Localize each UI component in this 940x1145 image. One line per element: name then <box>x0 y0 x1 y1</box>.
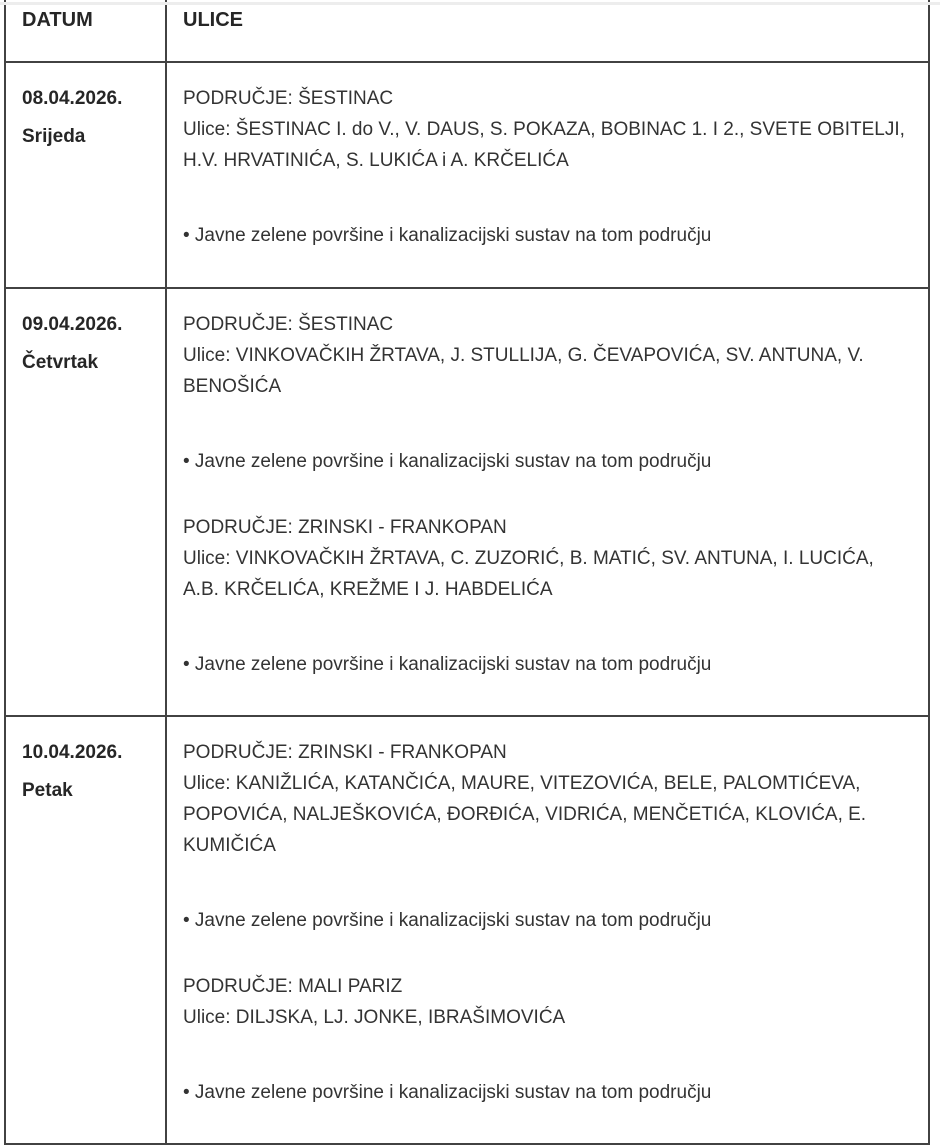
day-text: Četvrtak <box>22 352 99 373</box>
streets-text: Ulice: KANIŽLIĆA, KATANČIĆA, MAURE, VITEZOVIĆA, BELE, PALOMTIĆEVA, POPOVIĆA, NALJEŠKOVIĆA, ĐORĐIĆA, VIDRIĆA, MENČETIĆA, KLOVIĆA, E. KUMIČIĆA <box>183 773 867 856</box>
streets-cell <box>166 716 929 1144</box>
table-header <box>5 0 929 62</box>
table-row <box>5 288 929 716</box>
note-text: • Javne zelene površine i kanalizacijski sustav na tom području <box>183 654 712 675</box>
date-text: 09.04.2026. <box>22 314 123 335</box>
page-top-divider <box>0 2 940 5</box>
header-cell-ulice: ULICE <box>166 0 929 62</box>
area-section <box>183 971 912 1108</box>
day-text: Srijeda <box>22 126 86 147</box>
note-text: • Javne zelene površine i kanalizacijski sustav na tom području <box>183 225 712 246</box>
table-row <box>5 716 929 1144</box>
date-cell <box>5 62 166 288</box>
day-text: Petak <box>22 780 73 801</box>
date-cell <box>5 716 166 1144</box>
streets-cell <box>166 288 929 716</box>
date-text: 08.04.2026. <box>22 88 123 109</box>
streets-cell <box>166 62 929 288</box>
date-text: 10.04.2026. <box>22 742 123 763</box>
note-text: • Javne zelene površine i kanalizacijski sustav na tom području <box>183 910 712 931</box>
area-label: PODRUČJE: MALI PARIZ <box>183 976 403 997</box>
area-section <box>183 83 912 251</box>
area-label: PODRUČJE: ŠESTINAC <box>183 314 394 335</box>
area-label: PODRUČJE: ŠESTINAC <box>183 88 394 109</box>
date-cell <box>5 288 166 716</box>
street-cleaning-schedule-table <box>4 0 930 1145</box>
area-label: PODRUČJE: ZRINSKI - FRANKOPAN <box>183 517 507 538</box>
streets-text: Ulice: DILJSKA, LJ. JONKE, IBRAŠIMOVIĆA <box>183 1007 566 1028</box>
area-section <box>183 512 912 680</box>
streets-text: Ulice: VINKOVAČKIH ŽRTAVA, J. STULLIJA, G. ČEVAPOVIĆA, SV. ANTUNA, V. BENOŠIĆA <box>183 345 864 397</box>
note-text: • Javne zelene površine i kanalizacijski sustav na tom području <box>183 451 712 472</box>
header-row <box>5 0 929 62</box>
area-section <box>183 737 912 936</box>
table-row <box>5 62 929 288</box>
area-label: PODRUČJE: ZRINSKI - FRANKOPAN <box>183 742 507 763</box>
header-cell-datum: DATUM <box>5 0 166 62</box>
streets-text: Ulice: VINKOVAČKIH ŽRTAVA, C. ZUZORIĆ, B. MATIĆ, SV. ANTUNA, I. LUCIĆA, A.B. KRČELIĆA, KREŽME I J. HABDELIĆA <box>183 548 874 600</box>
streets-text: Ulice: ŠESTINAC I. do V., V. DAUS, S. POKAZA, BOBINAC 1. I 2., SVETE OBITELJI, H.V. HRVATINIĆA, S. LUKIĆA i A. KRČELIĆA <box>183 119 905 171</box>
table-body <box>5 62 929 1144</box>
note-text: • Javne zelene površine i kanalizacijski sustav na tom području <box>183 1082 712 1103</box>
area-section <box>183 309 912 477</box>
